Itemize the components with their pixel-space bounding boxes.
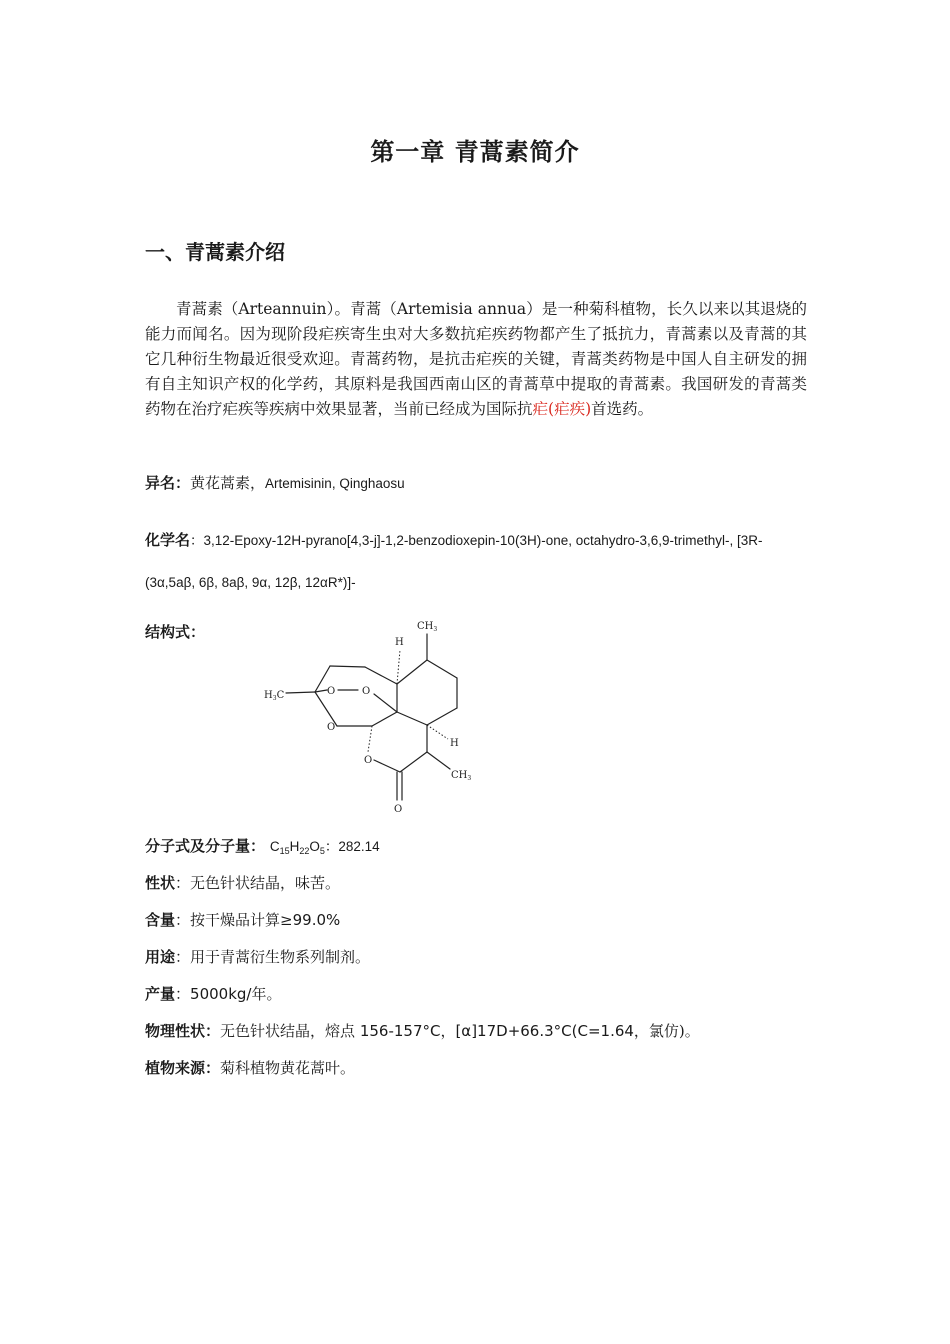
- physical-value-cn2: 氯仿)。: [648, 1022, 700, 1040]
- properties-row: [145, 873, 340, 893]
- chemical-name-sep: ：: [190, 533, 204, 548]
- chemical-name-line2: (3α,5aβ, 6β, 8aβ, 9α, 12β, 12αR*)]-: [145, 575, 356, 590]
- section-title: 一、青蒿素介绍: [145, 240, 285, 264]
- output-label: 产量: [145, 985, 176, 1003]
- properties-label: 性状: [145, 874, 176, 892]
- chemical-name-row: [145, 530, 815, 593]
- source-sep: ：: [205, 1059, 221, 1077]
- alias-value-cn: 黄花蒿素，: [190, 474, 266, 492]
- formula-row: [145, 836, 380, 861]
- properties-sep: ：: [175, 874, 191, 892]
- structure-row: [145, 622, 205, 642]
- atom-o-lactone: O: [364, 755, 373, 766]
- output-row: [145, 984, 281, 1004]
- output-value-num: 5000kg/: [190, 985, 252, 1003]
- malaria-link[interactable]: 疟(疟疾): [532, 400, 592, 418]
- intro-text: 青蒿素（Arteannuin）。青蒿（Artemisia annua）是一种菊科植物，长久以来以其退烧的能力而闻名。因为现阶段疟疾寄生虫对大多数抗疟疾药物都产生了抵抗力，青蒿素以及青蒿的其它几种衍生物最近很受欢迎。青蒿药物，是抗击疟疾的关键，青蒿类药物是中国人自主研发的拥有自主知识产权的化学药，其原料是我国西南山区的青蒿草中提取的青蒿素。我国研发的青蒿类药物在治疗疟疾等疾病中效果显著，当前已经成为国际抗: [145, 300, 807, 418]
- formula-sep: ：: [250, 837, 266, 855]
- content-value-cn: 按干燥品计算≥: [190, 911, 293, 929]
- chemical-name-line1: 3,12-Epoxy-12H-pyrano[4,3-j]-1,2-benzodioxepin-10(3H)-one, octahydro-3,6,9-trimethyl-, [3R-: [203, 533, 763, 548]
- atom-o-ether: O: [327, 722, 336, 733]
- atom-ch3-top: $CH_3$: [417, 621, 438, 633]
- atom-o-carbonyl: O: [394, 804, 403, 815]
- molecular-weight: 282.14: [338, 839, 380, 854]
- alias-label: 异名: [145, 474, 176, 492]
- alias-value-en: Artemisinin, Qinghaosu: [265, 476, 405, 491]
- output-value-cn: 年。: [251, 985, 282, 1003]
- structure-label: 结构式: [145, 623, 191, 641]
- atom-h-top: H: [395, 637, 404, 648]
- chemical-name-label: 化学名: [145, 531, 191, 549]
- source-row: [145, 1058, 355, 1078]
- chapter-title: 第一章 青蒿素简介: [370, 138, 580, 166]
- properties-value: 无色针状结晶，味苦。: [190, 874, 341, 892]
- content-row: [145, 910, 340, 930]
- output-sep: ：: [175, 985, 191, 1003]
- source-value: 菊科植物黄花蒿叶。: [220, 1059, 356, 1077]
- atom-o-peroxide-2: O: [362, 686, 371, 697]
- physical-value-cn1: 无色针状结晶，熔点: [220, 1022, 360, 1040]
- physical-label: 物理性状: [145, 1022, 206, 1040]
- atom-h3c-left: $H_3C$: [264, 690, 285, 702]
- atom-h-right: H: [450, 738, 459, 749]
- intro-tail: 首选药。: [591, 400, 654, 418]
- formula-label: 分子式及分子量: [145, 837, 251, 855]
- content-sep: ：: [175, 911, 191, 929]
- molecular-formula: $C_{15}H_{22}O_5$：282.14: [269, 839, 380, 856]
- source-label: 植物来源: [145, 1059, 206, 1077]
- artemisinin-structure-diagram: [250, 612, 490, 818]
- intro-paragraph: [145, 297, 807, 422]
- alias-row: [145, 473, 405, 494]
- atom-o-peroxide-1: O: [327, 686, 336, 697]
- usage-row: [145, 947, 370, 967]
- atom-ch3-right: $CH_3$: [451, 770, 472, 782]
- content-value-num: 99.0%: [292, 911, 341, 929]
- content-label: 含量: [145, 911, 176, 929]
- physical-row: [145, 1021, 700, 1041]
- structure-sep: ：: [190, 623, 206, 641]
- physical-sep: ：: [205, 1022, 221, 1040]
- physical-value-num: 156-157°C，[α]17D+66.3°C(C=1.64，: [359, 1022, 649, 1040]
- alias-sep: ：: [175, 474, 191, 492]
- usage-label: 用途: [145, 948, 176, 966]
- usage-value: 用于青蒿衍生物系列制剂。: [190, 948, 371, 966]
- usage-sep: ：: [175, 948, 191, 966]
